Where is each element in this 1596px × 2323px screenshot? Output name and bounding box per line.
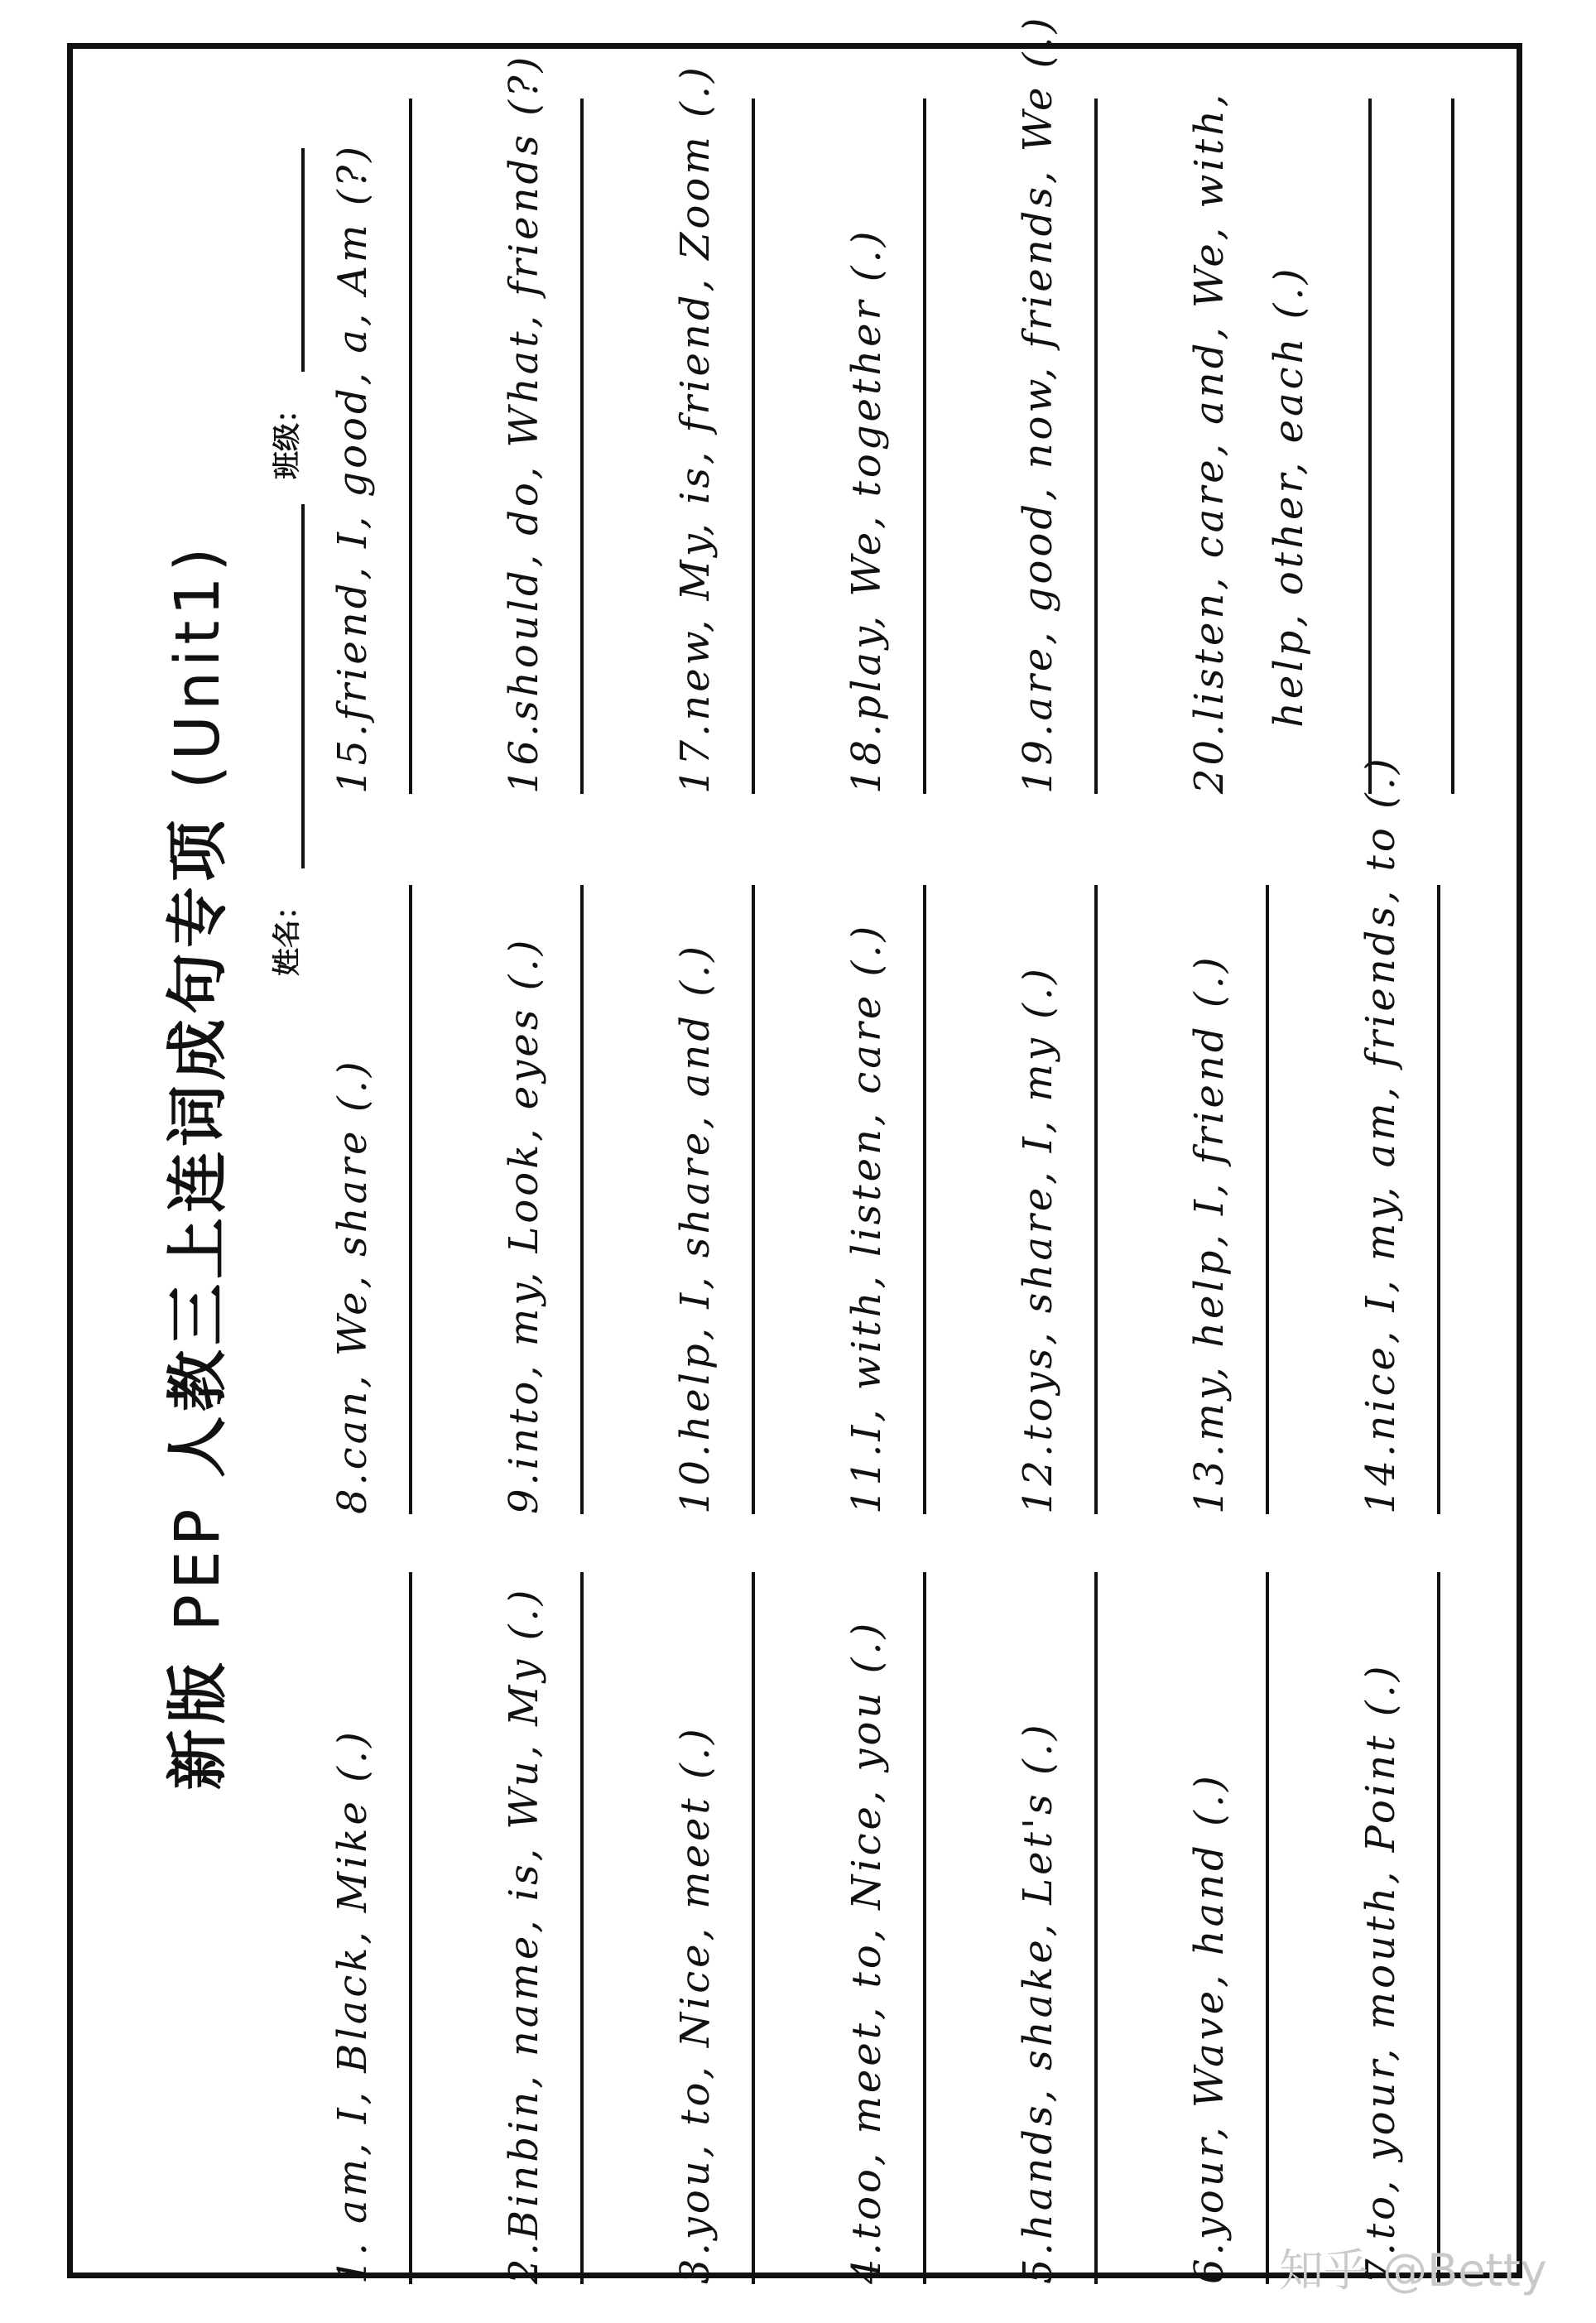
watermark: 知乎 @Betty xyxy=(1279,2244,1547,2297)
question-text-line2: help, other, each (.) xyxy=(1266,265,1312,728)
worksheet-frame xyxy=(67,14,1522,2284)
answer-line[interactable] xyxy=(1094,99,1098,794)
question-text: 11.I, with, listen, care (.) xyxy=(844,922,890,1514)
answer-line[interactable] xyxy=(580,99,584,794)
class-field[interactable] xyxy=(301,148,305,372)
answer-line[interactable] xyxy=(1437,1572,1440,2284)
question-text: 20.listen, care, and, We, with, xyxy=(1186,90,1233,794)
question-text: 4.too, meet, to, Nice, you (.) xyxy=(844,1619,890,2284)
question-text: 12.toys, share, I, my (.) xyxy=(1015,965,1061,1514)
question-text: 1. am, I, Black, Mike (.) xyxy=(329,1729,376,2284)
answer-line[interactable] xyxy=(1368,99,1372,794)
rotated-page xyxy=(73,14,1528,2284)
question-text: 18.play, We, together (.) xyxy=(844,228,890,794)
question-text: 3.you, to, Nice, meet (.) xyxy=(672,1725,719,2284)
answer-line[interactable] xyxy=(1094,1572,1098,2284)
answer-line[interactable] xyxy=(752,1572,755,2284)
question-text: 13.my, help, I, friend (.) xyxy=(1186,954,1233,1514)
question-text: 15.friend, I, good, a, Am (?) xyxy=(329,143,376,794)
question-text: 2.Binbin, name, is, Wu, My (.) xyxy=(501,1586,547,2284)
question-text: 9.into, my, Look, eyes (.) xyxy=(501,936,547,1514)
answer-line[interactable] xyxy=(409,1572,412,2284)
name-label: 姓名： xyxy=(271,892,304,976)
name-field[interactable] xyxy=(301,504,305,868)
title-pep: PEP xyxy=(162,1503,233,1632)
question-text: 17.new, My, is, friend, Zoom (.) xyxy=(672,64,719,794)
question-text: 8.can, We, share (.) xyxy=(329,1058,376,1514)
answer-line[interactable] xyxy=(923,885,926,1514)
question-text: 19.are, good, now, friends, We (.) xyxy=(1015,14,1061,794)
question-text: 14.nice, I, my, am, friends, to (.) xyxy=(1358,755,1404,1514)
title-main: 人教三上连词成句专项 xyxy=(162,815,233,1478)
answer-line[interactable] xyxy=(923,99,926,794)
page-title xyxy=(149,49,237,2284)
answer-line[interactable] xyxy=(923,1572,926,2284)
question-text: 7.to, your, mouth, Point (.) xyxy=(1358,1662,1404,2284)
class-label: 班级： xyxy=(271,395,304,479)
question-text: 10.help, I, share, and (.) xyxy=(672,943,719,1514)
answer-line[interactable] xyxy=(409,885,412,1514)
answer-line[interactable] xyxy=(752,885,755,1514)
answer-line[interactable] xyxy=(409,99,412,794)
answer-line[interactable] xyxy=(1266,885,1269,1514)
question-text: 16.should, do, What, friends (?) xyxy=(501,53,547,794)
answer-line[interactable] xyxy=(580,885,584,1514)
title-unit: (Unit1) xyxy=(162,542,233,790)
question-text: 6.your, Wave, hand (.) xyxy=(1186,1772,1233,2284)
title-prefix: 新版 xyxy=(162,1657,233,1791)
answer-line[interactable] xyxy=(752,99,755,794)
answer-line[interactable] xyxy=(580,1572,584,2284)
answer-line[interactable] xyxy=(1451,99,1454,794)
answer-line[interactable] xyxy=(1437,885,1440,1514)
answer-line[interactable] xyxy=(1266,1572,1269,2284)
question-text: 5.hands, shake, Let's (.) xyxy=(1015,1721,1061,2284)
answer-line[interactable] xyxy=(1094,885,1098,1514)
student-info xyxy=(238,148,321,976)
